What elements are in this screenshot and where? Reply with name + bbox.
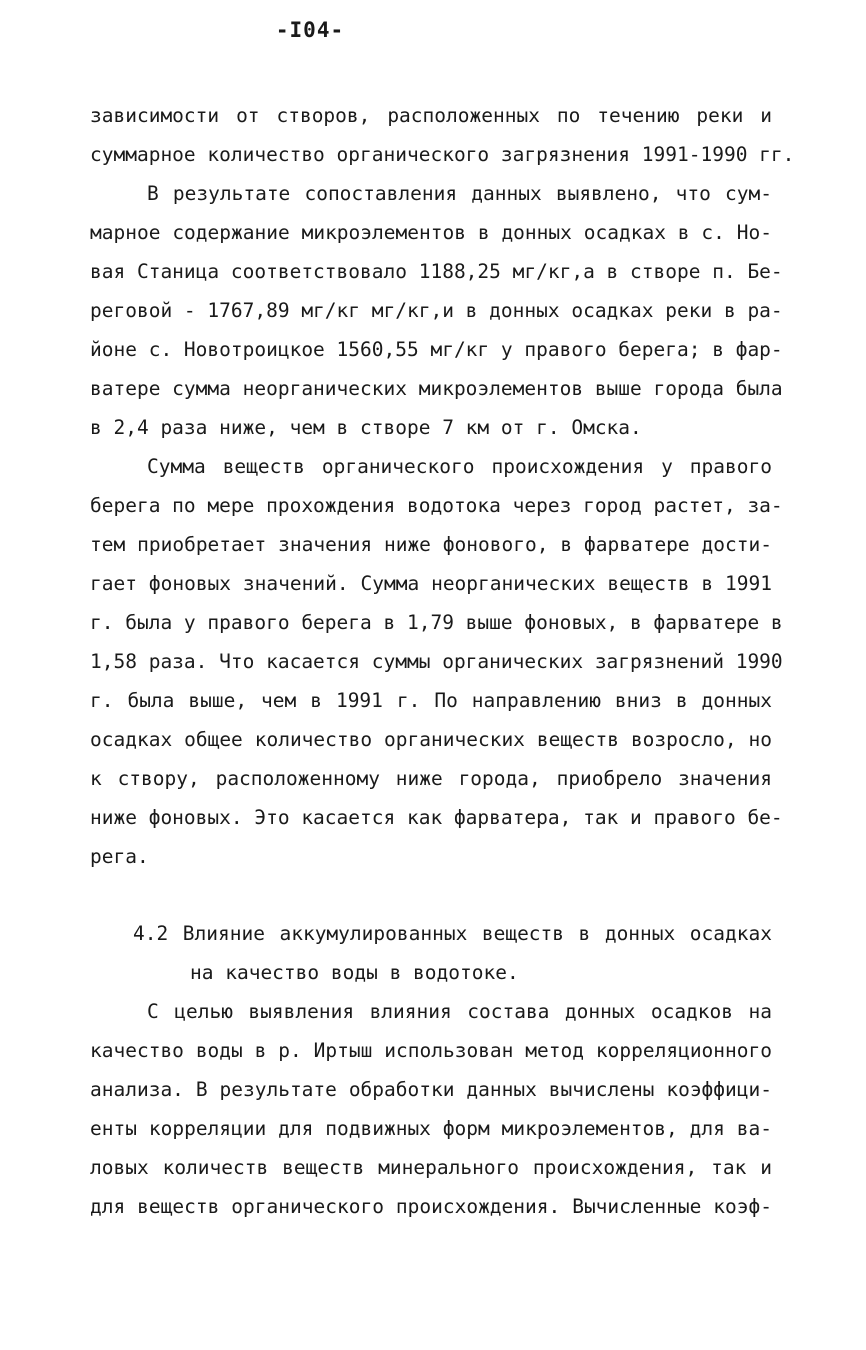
text-line: С целью выявления влияния состава донных осадков на — [147, 1000, 772, 1023]
text-line: к створу, расположенному ниже города, приобрело значения — [90, 767, 772, 790]
text-line: марное содержание микроэлементов в донных осадках в с. Но- — [90, 221, 772, 244]
text-line: для веществ органического происхождения. Вычисленные коэф- — [90, 1195, 772, 1218]
text-line: суммарное количество органического загрязнения 1991-1990 гг. — [90, 143, 795, 166]
text-line: ловых количеств веществ минерального происхождения, так и — [90, 1156, 772, 1179]
text-line: зависимости от створов, расположенных по течению реки и — [90, 104, 772, 127]
text-line: В результате сопоставления данных выявлено, что сум- — [147, 182, 772, 205]
section-heading-continuation: на качество воды в водотоке. — [190, 961, 519, 984]
text-line: г. была у правого берега в 1,79 выше фоновых, в фарватере в — [90, 611, 783, 634]
text-line: 1,58 раза. Что касается суммы органических загрязнений 1990 — [90, 650, 783, 673]
text-line: Сумма веществ органического происхождения у правого — [147, 455, 772, 478]
text-line: енты корреляции для подвижных форм микроэлементов, для ва- — [90, 1117, 772, 1140]
text-line: реговой - 1767,89 мг/кг мг/кг,и в донных осадках реки в ра- — [90, 299, 783, 322]
text-line: рега. — [90, 845, 149, 868]
text-line: качество воды в р. Иртыш использован метод корреляционного — [90, 1039, 772, 1062]
text-line: в 2,4 раза ниже, чем в створе 7 км от г. Омска. — [90, 416, 642, 439]
text-line: ниже фоновых. Это касается как фарватера, так и правого бе- — [90, 806, 783, 829]
text-line: тем приобретает значения ниже фонового, в фарватере дости- — [90, 533, 772, 556]
text-line: вая Станица соответствовало 1188,25 мг/кг,а в створе п. Бе- — [90, 260, 783, 283]
text-line: гает фоновых значений. Сумма неорганических веществ в 1991 — [90, 572, 772, 595]
section-heading: 4.2 Влияние аккумулированных веществ в донных осадках — [133, 922, 772, 945]
text-line: осадках общее количество органических веществ возросло, но — [90, 728, 772, 751]
text-line: г. была выше, чем в 1991 г. По направлению вниз в донных — [90, 689, 772, 712]
text-line: йоне с. Новотроицкое 1560,55 мг/кг у правого берега; в фар- — [90, 338, 783, 361]
text-line: анализа. В результате обработки данных вычислены коэффици- — [90, 1078, 772, 1101]
page-number: -I04- — [275, 18, 345, 42]
text-line: берега по мере прохождения водотока через город растет, за- — [90, 494, 783, 517]
text-line: ватере сумма неорганических микроэлементов выше города была — [90, 377, 783, 400]
